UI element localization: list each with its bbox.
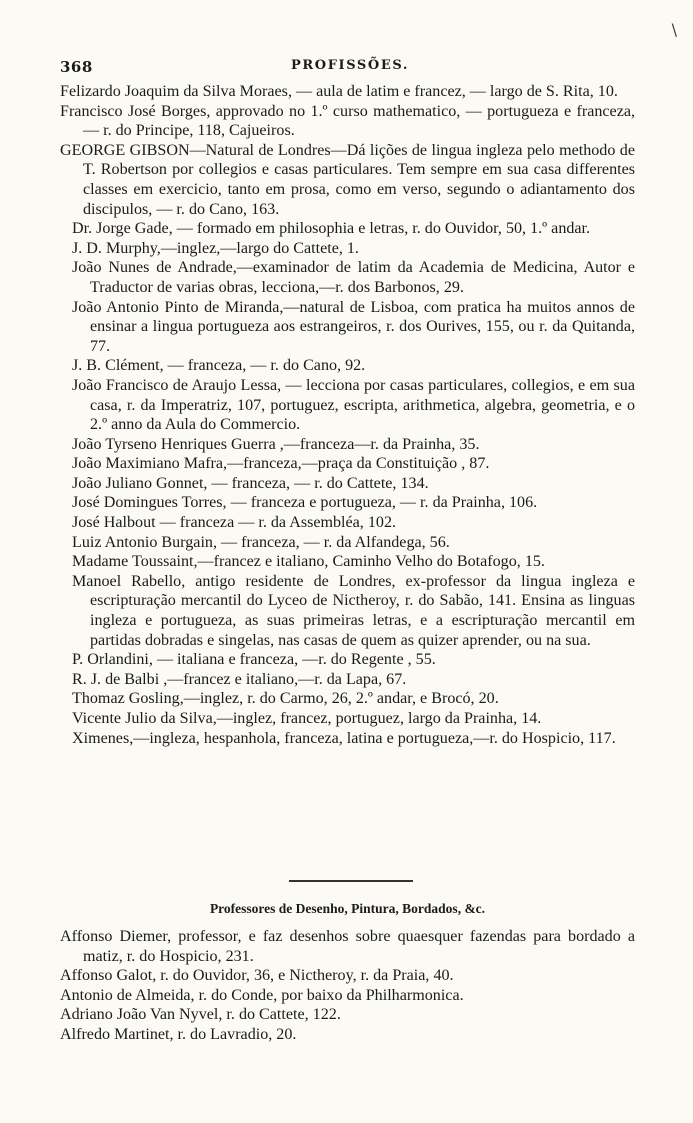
list-entry: João Maximiano Mafra,—franceza,—praça da Constituição , 87.: [72, 455, 490, 473]
list-entry: José Domingues Torres, — franceza e portugueza, — r. da Prainha, 106.: [72, 494, 538, 512]
list-entry: J. D. Murphy,—inglez,—largo do Cattete, 1.: [72, 239, 359, 257]
professor-list: [60, 82, 635, 748]
list-entry: João Tyrseno Henriques Guerra ,—franceza—r. da Prainha, 35.: [72, 435, 480, 453]
list-entry: Affonso Galot, r. do Ouvidor, 36, e Nictheroy, r. da Praia, 40.: [60, 967, 454, 985]
list-entry: João Francisco de Araujo Lessa, — lecciona por casas particulares, collegios, e em sua casa, r. da Imperatriz, 107, portuguez, escripta, arithmetica, algebra, geometria, e o 2.º anno da Aula do Commercio.: [72, 376, 635, 434]
list-entry: Francisco José Borges, approvado no 1.º curso mathematico, — portugueza e franceza, — r. do Principe, 118, Cajueiros.: [60, 102, 635, 140]
list-entry: Luiz Antonio Burgain, — franceza, — r. da Alfandega, 56.: [72, 533, 450, 551]
list-entry: Dr. Jorge Gade, — formado em philosophia e letras, r. do Ouvidor, 50, 1.º andar.: [72, 220, 591, 238]
list-entry: Manoel Rabello, antigo residente de Londres, ex-professor da lingua ingleza e escripturação mercantil do Lyceo de Nictheroy, r. do Sabão, 141. Ensina as linguas ingleza e portugueza, as suas primeiras letras, e a escripturação mercantil em partidas dobradas e singelas, nas casas de quem as quizer aprender, ou na sua.: [72, 572, 635, 649]
section-divider: [289, 880, 413, 882]
page-number: 368: [60, 58, 93, 76]
list-entry: José Halbout — franceza — r. da Assembléa, 102.: [72, 514, 397, 532]
list-entry: R. J. de Balbi ,—francez e italiano,—r. da Lapa, 67.: [72, 670, 407, 688]
list-entry: Ximenes,—ingleza, hespanhola, franceza, latina e portugueza,—r. do Hospicio, 117.: [72, 729, 616, 747]
page-header: [60, 58, 640, 82]
list-entry: Vicente Julio da Silva,—inglez, francez, portuguez, largo da Prainha, 14.: [72, 710, 542, 727]
drawing-professor-list: [60, 927, 635, 1045]
list-entry: Affonso Diemer, professor, e faz desenhos sobre quaesquer fazendas para bordado a matiz, r. do Hospicio, 231.: [60, 928, 635, 965]
list-entry: João Nunes de Andrade,—examinador de latim da Academia de Medicina, Autor e Traductor de varias obras, lecciona,—r. dos Barbonos, 29.: [72, 259, 635, 296]
margin-mark: \: [671, 20, 677, 39]
list-entry: Adriano João Van Nyvel, r. do Cattete, 122.: [60, 1006, 341, 1024]
list-entry: João Antonio Pinto de Miranda,—natural de Lisboa, com pratica ha muitos annos de ensinar a lingua portugueza aos estrangeiros, r. dos Ourives, 155, ou r. da Quitanda, 77.: [72, 298, 635, 355]
list-entry: João Juliano Gonnet, — franceza, — r. do Cattete, 134.: [72, 474, 429, 492]
list-entry: Thomaz Gosling,—inglez, r. do Carmo, 26, 2.º andar, e Brocó, 20.: [72, 690, 499, 708]
list-entry: Alfredo Martinet, r. do Lavradio, 20.: [60, 1025, 297, 1043]
list-entry: GEORGE GIBSON—Natural de Londres—Dá lições de lingua ingleza pelo methodo de T. Robertson por collegios e casas particulares. Tem sempre em sua casa differentes classes em exercicio, tanto em prosa, como em verso, segundo o adiantamento dos discipulos, — r. do Cano, 163.: [60, 141, 635, 218]
list-entry: Felizardo Joaquim da Silva Moraes, — aula de latim e francez, — largo de S. Rita, 10.: [60, 83, 618, 100]
list-entry: J. B. Clément, — franceza, — r. do Cano, 92.: [72, 357, 366, 375]
section-heading: Professores de Desenho, Pintura, Bordados, &c.: [209, 901, 486, 916]
list-entry: Antonio de Almeida, r. do Conde, por baixo da Philharmonica.: [60, 986, 464, 1004]
running-title: PROFISSÕES.: [291, 58, 409, 73]
list-entry: P. Orlandini, — italiana e franceza, —r. do Regente , 55.: [72, 651, 436, 669]
list-entry: Madame Toussaint,—francez e italiano, Caminho Velho do Botafogo, 15.: [72, 553, 545, 571]
